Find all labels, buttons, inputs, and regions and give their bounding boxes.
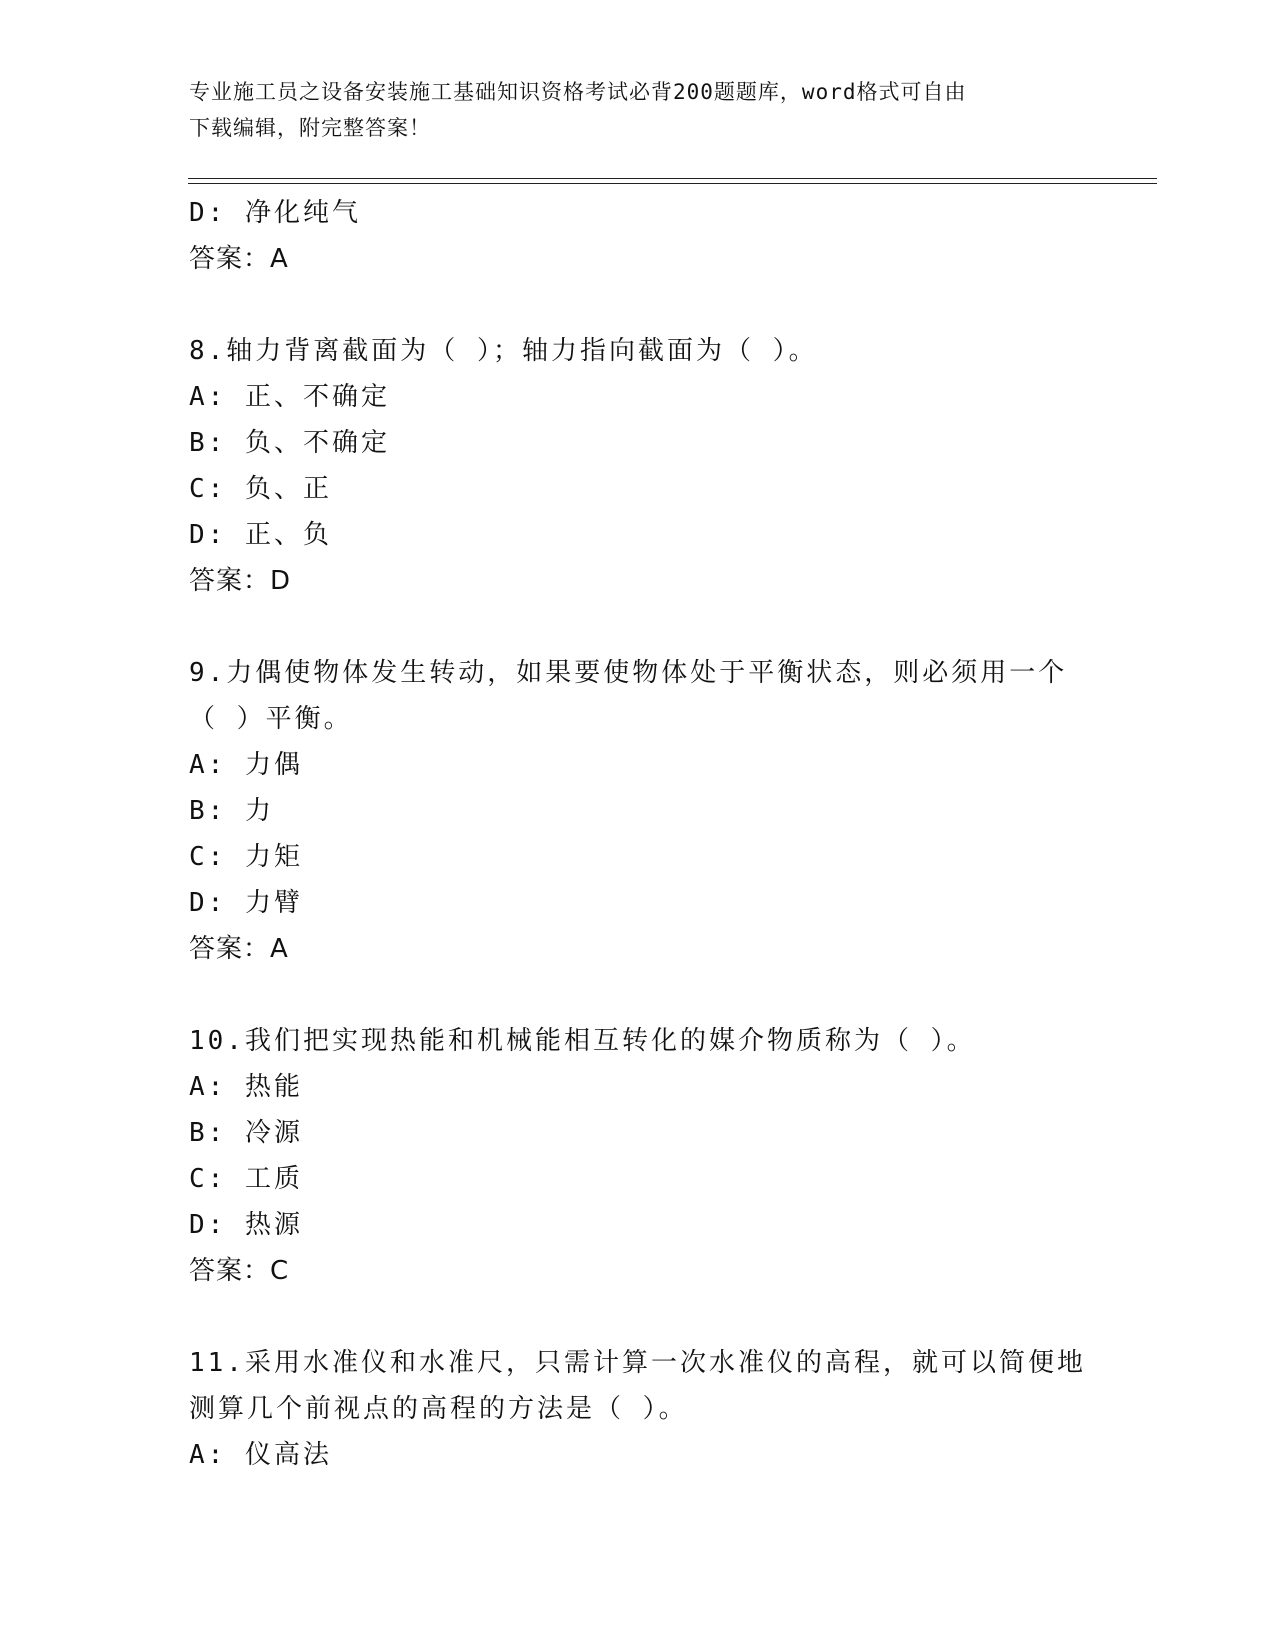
question-block [189, 1340, 1089, 1478]
spacer [189, 1294, 1089, 1340]
option-b: B: 冷源 [189, 1118, 303, 1148]
option-d: D: 热源 [189, 1210, 303, 1240]
spacer [189, 604, 1089, 650]
question-text: 8.轴力背离截面为（ ）；轴力指向截面为（ ）。 [189, 336, 818, 366]
question-text-continued: （ ）平衡。 [189, 704, 353, 734]
question-block [189, 1018, 1089, 1294]
option-a: A: 仪高法 [189, 1440, 332, 1470]
prev-answer: 答案：A [189, 244, 289, 274]
answer-line: 答案：A [189, 934, 289, 964]
option-d: D: 正、负 [189, 520, 332, 550]
document-header [189, 74, 1089, 146]
header-divider-bottom [188, 183, 1157, 184]
answer-line: 答案：C [189, 1256, 290, 1286]
option-b: B: 负、不确定 [189, 428, 390, 458]
option-a: A: 正、不确定 [189, 382, 390, 412]
question-list [189, 190, 1089, 1478]
option-a: A: 热能 [189, 1072, 303, 1102]
spacer [189, 282, 1089, 328]
option-c: C: 工质 [189, 1164, 303, 1194]
header-line-2: 下载编辑，附完整答案！ [189, 116, 431, 140]
option-c: C: 负、正 [189, 474, 332, 504]
prev-option-d: D: 净化纯气 [189, 198, 361, 228]
spacer [189, 972, 1089, 1018]
question-text: 11.采用水准仪和水准尺，只需计算一次水准仪的高程，就可以简便地 [189, 1348, 1086, 1378]
question-block [189, 650, 1089, 972]
question-text: 9.力偶使物体发生转动，如果要使物体处于平衡状态，则必须用一个 [189, 658, 1068, 688]
option-d: D: 力臂 [189, 888, 303, 918]
question-block [189, 328, 1089, 604]
option-b: B: 力 [189, 796, 274, 826]
answer-line: 答案：D [189, 566, 292, 596]
question-text: 10.我们把实现热能和机械能相互转化的媒介物质称为（ ）。 [189, 1026, 976, 1056]
question-text-continued: 测算几个前视点的高程的方法是（ ）。 [189, 1394, 688, 1424]
header-divider-top [188, 178, 1157, 179]
option-c: C: 力矩 [189, 842, 303, 872]
option-a: A: 力偶 [189, 750, 303, 780]
header-line-1: 专业施工员之设备安装施工基础知识资格考试必背200题题库，word格式可自由 [189, 80, 967, 104]
